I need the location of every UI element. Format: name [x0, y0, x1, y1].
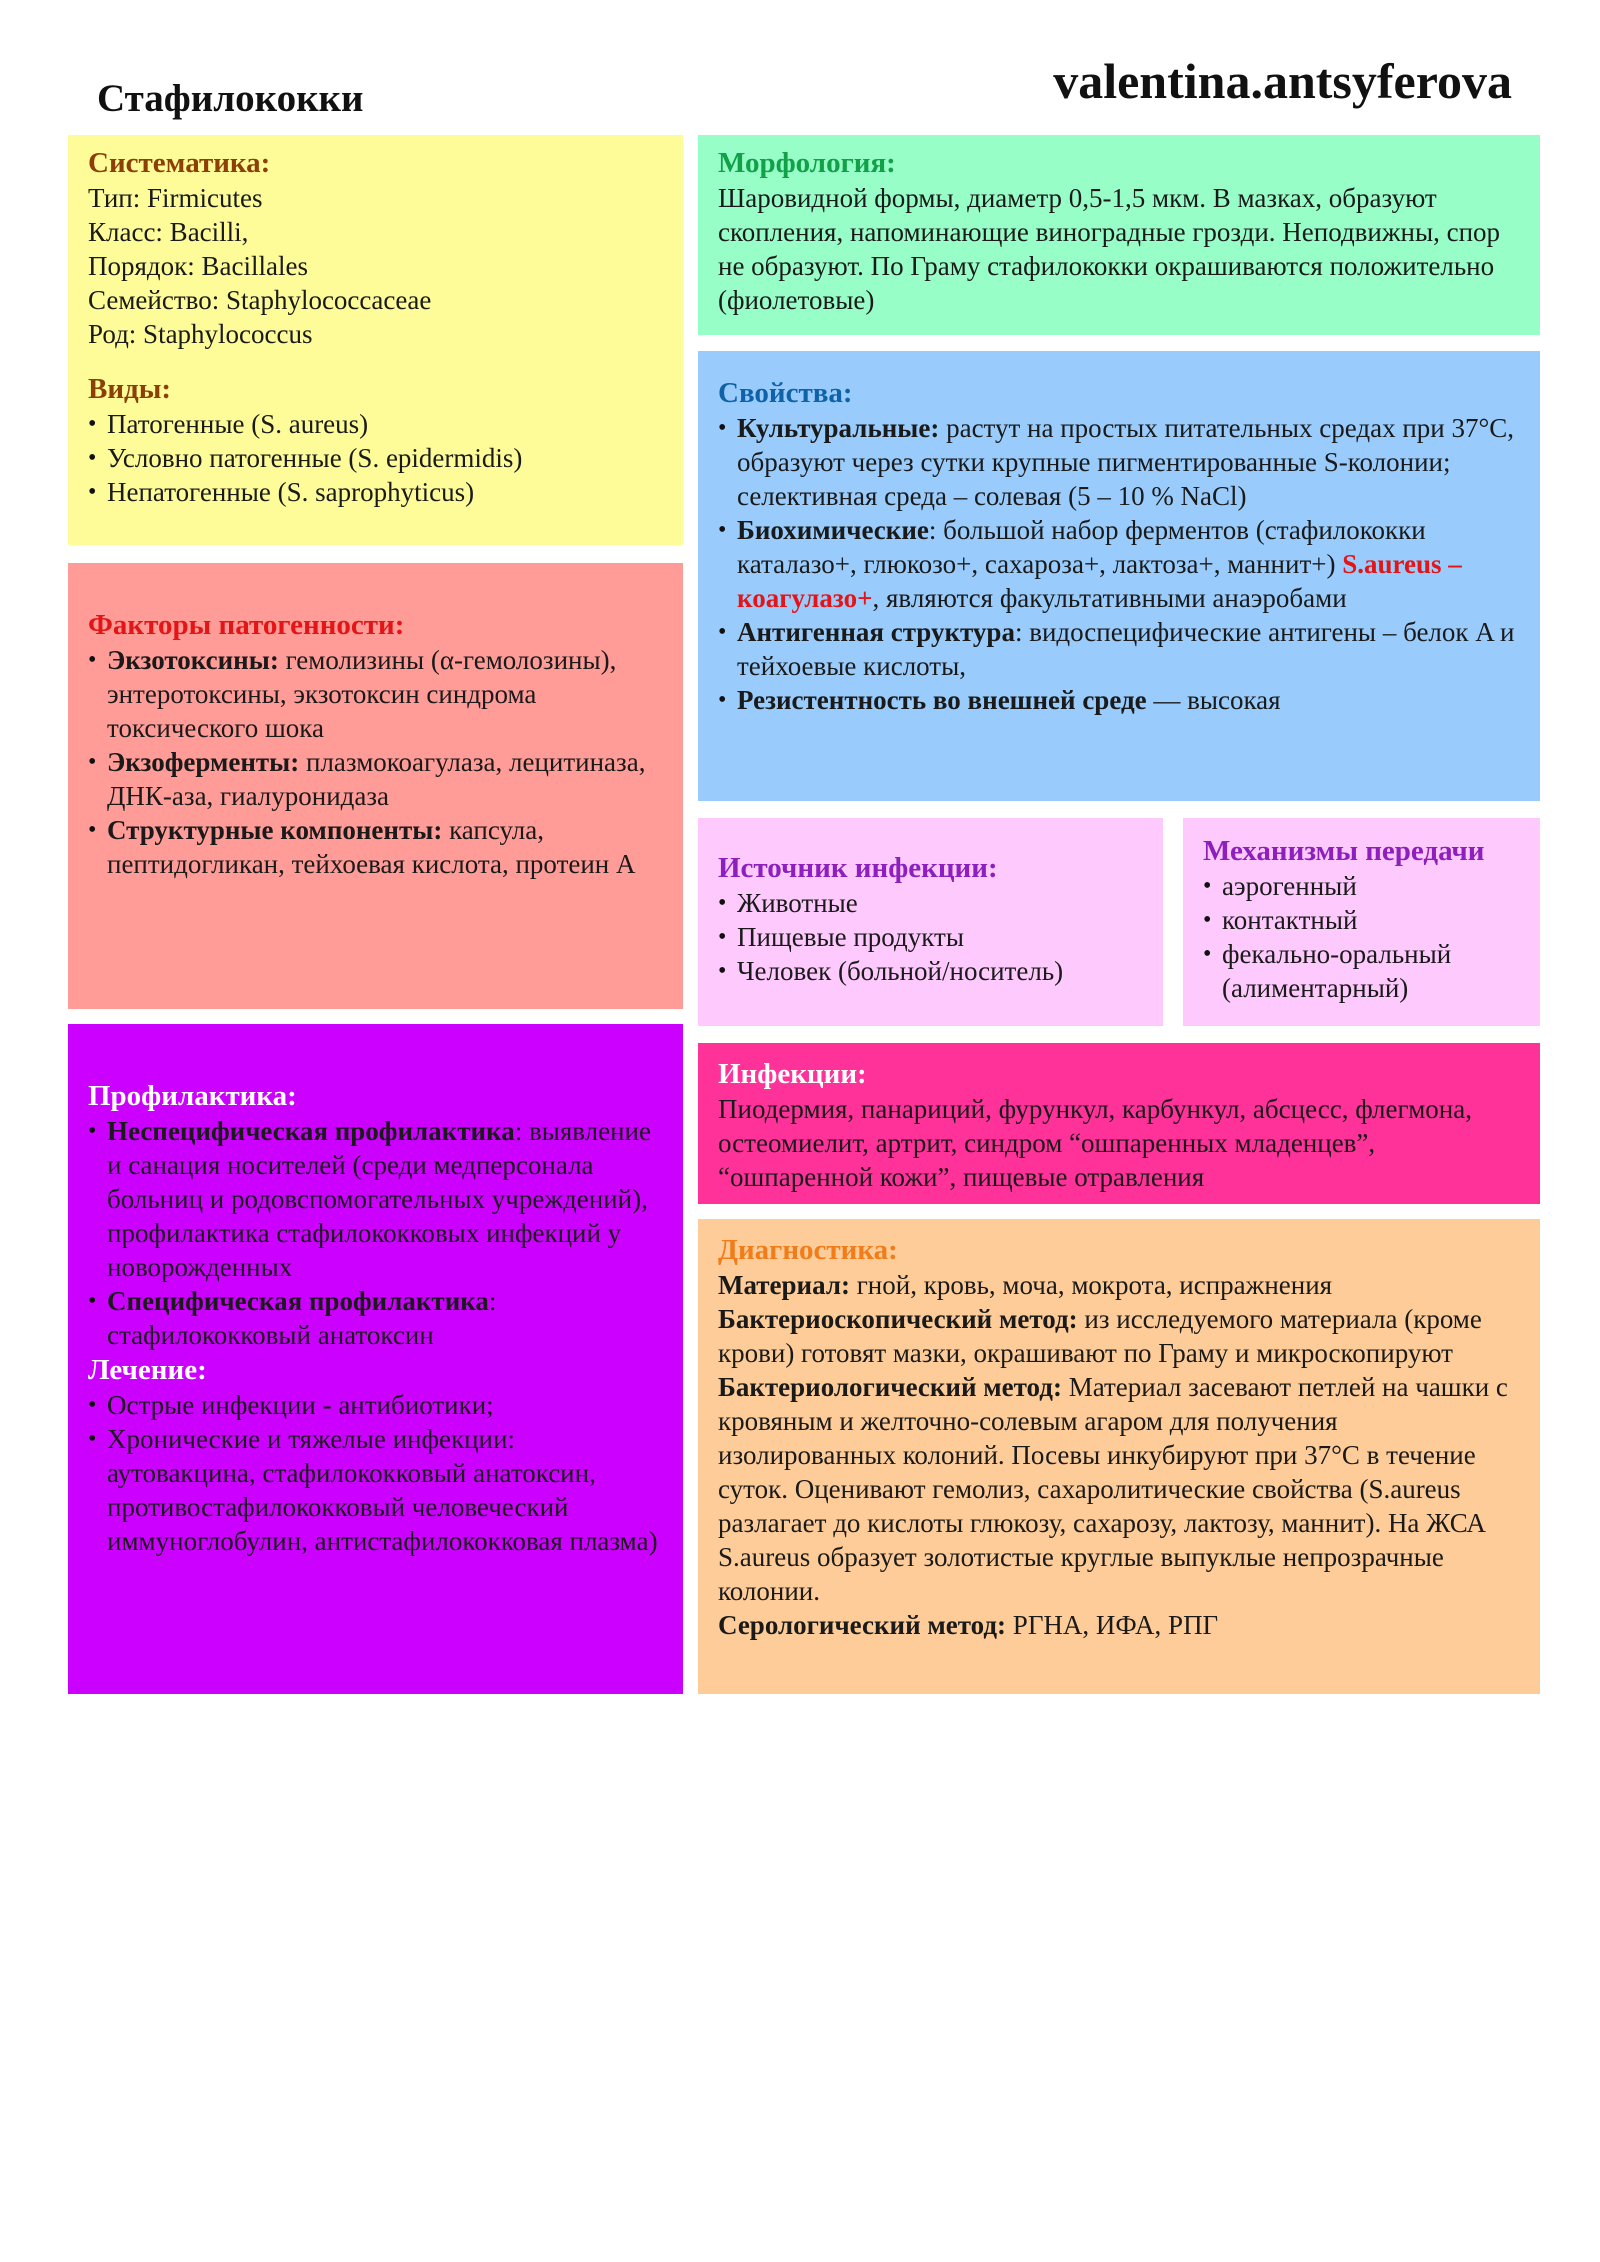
- item-label: Биохимические: [737, 515, 929, 545]
- item-label: Экзоферменты:: [107, 747, 300, 777]
- block-label: Бактериоскопический метод:: [718, 1304, 1078, 1334]
- item-text: : большой набор ферментов (стафилококки каталазо+, глюкозо+, сахароза+, лактоза+, маннит+): [737, 515, 1426, 579]
- page-title: Стафилококки: [97, 77, 364, 120]
- item-label: Антигенная структура: [737, 617, 1015, 647]
- prophylaxis-title: Профилактика:: [88, 1080, 297, 1112]
- item-text: капсула, пептидогликан, тейхоевая кислота, протеин A: [107, 815, 636, 879]
- pathogenicity-card: [68, 563, 683, 1009]
- list-item: • Условно патогенные (S. epidermidis): [88, 441, 663, 475]
- block-label: Серологический метод:: [718, 1610, 1007, 1640]
- list-item: [718, 615, 1520, 683]
- mechanisms-card: [1183, 818, 1540, 1026]
- infections-title: Инфекции:: [718, 1058, 867, 1090]
- properties-list: [718, 411, 1520, 717]
- mechanisms-list: [1203, 869, 1520, 1005]
- diagnostics-block: [718, 1302, 1520, 1370]
- diagnostics-block: [718, 1608, 1520, 1642]
- list-item: • аэрогенный: [1203, 869, 1520, 903]
- item-text: гемолизины (α-гемолозины), энтеротоксины, экзотоксин синдрома токсического шока: [107, 645, 617, 743]
- item-label: Специфическая профилактика: [107, 1286, 489, 1316]
- list-item: [718, 683, 1520, 717]
- list-item: • Пищевые продукты: [718, 920, 1143, 954]
- systematics-line: Тип: Firmicutes: [88, 183, 263, 213]
- item-text: растут на простых питательных средах при 37°C, образуют через сутки крупные пигментированные S-колонии; селективная среда – солевая (5 – 10 % NaCl): [737, 413, 1515, 511]
- systematics-card: [68, 135, 683, 545]
- item-highlight: S.aureus – коагулазо+: [737, 549, 1462, 613]
- systematics-line: Порядок: Bacillales: [88, 251, 308, 281]
- systematics-line: Класс: Bacilli,: [88, 217, 249, 247]
- morphology-card: [698, 135, 1540, 335]
- item-text: , являются факультативными анаэробами: [872, 583, 1347, 613]
- list-item: [88, 745, 663, 813]
- list-item: • Непатогенные (S. saprophyticus): [88, 475, 663, 509]
- list-item: • фекально-оральный (алиментарный): [1203, 937, 1520, 1005]
- properties-title: Свойства:: [718, 377, 853, 409]
- mechanisms-title: Механизмы передачи: [1203, 835, 1485, 867]
- infections-card: [698, 1043, 1540, 1204]
- systematics-line: Семейство: Staphylococcaceae: [88, 285, 432, 315]
- block-text: гной, кровь, моча, мокрота, испражнения: [849, 1270, 1333, 1300]
- list-item: [88, 813, 663, 881]
- block-text: из исследуемого материала (кроме крови) готовят мазки, окрашивают по Граму и микроскопируют: [718, 1304, 1482, 1368]
- systematics-line: Род: Staphylococcus: [88, 319, 313, 349]
- item-label: Неспецифическая профилактика: [107, 1116, 515, 1146]
- infections-text: Пиодермия, панариций, фурункул, карбункул, абсцесс, флегмона, остеомиелит, артрит, синдром “ошпаренных младенцев”, “ошпаренной кожи”, пищевые отравления: [718, 1094, 1472, 1192]
- item-label: Резистентность во внешней среде: [737, 685, 1147, 715]
- source-list: [718, 886, 1143, 988]
- systematics-title: Систематика:: [88, 147, 271, 179]
- list-item: • Острые инфекции - антибиотики;: [88, 1388, 663, 1422]
- diagnostics-block: [718, 1268, 1520, 1302]
- list-item: • Хронические и тяжелые инфекции: аутовакцина, стафилококковый анатоксин, противостафилококковый человеческий иммуноглобулин, антистафилококковая плазма): [88, 1422, 663, 1558]
- properties-card: [698, 351, 1540, 801]
- species-list: [88, 407, 663, 509]
- block-label: Материал:: [718, 1270, 850, 1300]
- item-text: : выявление и санация носителей (среди медперсонала больниц и родовспомогательных учреждений), профилактика стафилококковых инфекций у новорожденных: [107, 1116, 651, 1282]
- morphology-text: Шаровидной формы, диаметр 0,5-1,5 мкм. В мазках, образуют скопления, напоминающие виноградные грозди. Неподвижны, спор не образуют. По Граму стафилококки окрашиваются положительно (фиолетовые): [718, 183, 1501, 315]
- item-label: Экзотоксины:: [107, 645, 279, 675]
- source-title: Источник инфекции:: [718, 852, 998, 884]
- list-item: • контактный: [1203, 903, 1520, 937]
- pathogenicity-list: [88, 643, 663, 881]
- item-label: Культуральные:: [737, 413, 940, 443]
- item-text: : стафилококковый анатоксин: [107, 1286, 497, 1350]
- list-item: [88, 1114, 663, 1284]
- list-item: [88, 1284, 663, 1352]
- item-text: : видоспецифические антигены – белок A и тейхоевые кислоты,: [737, 617, 1515, 681]
- block-text: Материал засевают петлей на чашки с кровяным и желточно-солевым агаром для получения изолированных колоний. Посевы инкубируют при 37°C в течение суток. Оценивают гемолиз, сахаролитические свойства (S.aureus разлагает до кислоты глюкозу, сахарозу, лактозу, маннит). На ЖСА S.aureus образует золотистые круглые выпуклые непрозрачные колонии.: [718, 1372, 1508, 1606]
- prophylaxis-list: [88, 1114, 663, 1352]
- block-text: РГНА, ИФА, РПГ: [1006, 1610, 1219, 1640]
- list-item: • Животные: [718, 886, 1143, 920]
- author-name: valentina.antsyferova: [1053, 53, 1512, 109]
- diagnostics-card: [698, 1219, 1540, 1694]
- list-item: • Человек (больной/носитель): [718, 954, 1143, 988]
- block-label: Бактериологический метод:: [718, 1372, 1062, 1402]
- prophylaxis-card: [68, 1024, 683, 1694]
- diagnostics-block: [718, 1370, 1520, 1608]
- treatment-title: Лечение:: [88, 1354, 207, 1386]
- source-card: [698, 818, 1163, 1026]
- item-text: — высокая: [1146, 685, 1281, 715]
- list-item: • Патогенные (S. aureus): [88, 407, 663, 441]
- list-item: [718, 411, 1520, 513]
- treatment-list: [88, 1388, 663, 1558]
- list-item: [718, 513, 1520, 615]
- diagnostics-title: Диагностика:: [718, 1234, 898, 1266]
- item-text: плазмокоагулаза, лецитиназа, ДНК-аза, гиалуронидаза: [107, 747, 646, 811]
- item-label: Структурные компоненты:: [107, 815, 443, 845]
- list-item: [88, 643, 663, 745]
- morphology-title: Морфология:: [718, 147, 896, 179]
- pathogenicity-title: Факторы патогенности:: [88, 609, 405, 641]
- species-title: Виды:: [88, 373, 172, 405]
